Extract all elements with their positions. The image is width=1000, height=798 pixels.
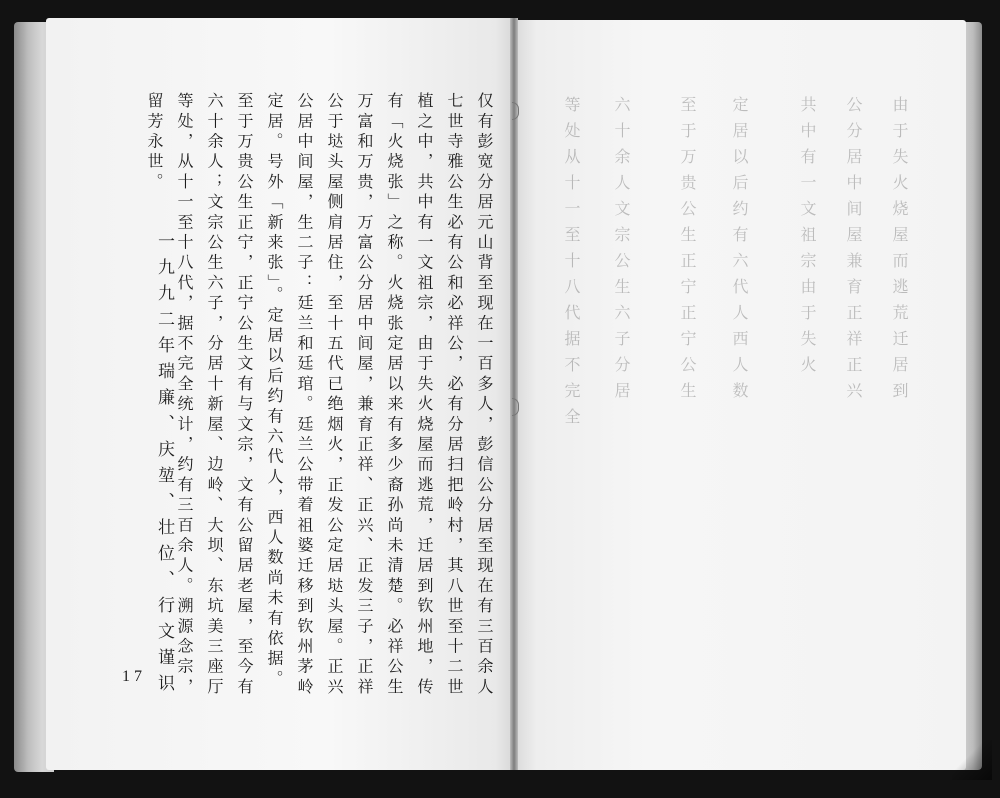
bleed-through-column: 等处从十一至十八代据不完全 xyxy=(562,96,581,434)
bleed-through-column: 共中有一文祖宗由于失火 xyxy=(798,96,817,382)
bleed-through-column: 六十余人文宗公生六子分居 xyxy=(612,96,631,408)
text-column-5: 万富和万贵，万富公分居中间屋，兼育正祥、正兴、正发三子，正祥 xyxy=(355,92,374,698)
text-column-8: 定居。号外「新来张」。定居以后约有六代人，西人数尚未有依据。 xyxy=(265,92,284,690)
text-column-7: 公居中间屋，生二子：廷兰和廷琯。廷兰公带着祖婆迁移到钦州茅岭 xyxy=(295,92,314,698)
text-column-6: 公于垯头屋侧肩居住，至十五代已绝烟火，正发公定居垯头屋。正兴 xyxy=(325,92,344,698)
text-column-4: 有「火烧张」之称。火烧张定居以来有多少裔孙尚未清楚。必祥公生 xyxy=(385,92,404,698)
book-gutter xyxy=(510,18,518,770)
bleed-through-column: 至于万贵公生正宁正宁公生 xyxy=(678,96,697,408)
text-column-3: 植之中，共中有一文祖宗，由于失火烧屋而逃荒，迁居到钦州地，传 xyxy=(415,92,434,698)
text-column-1: 仅有彭宽分居元山背至现在一百多人，彭信公分居至现在有三百余人 xyxy=(475,92,494,698)
page-corner-shadow xyxy=(952,740,992,780)
bleed-through-column: 公分居中间屋兼育正祥正兴 xyxy=(844,96,863,408)
text-column-12: 留芳永世。 xyxy=(145,92,164,193)
bleed-through-column: 定居以后约有六代人西人数 xyxy=(730,96,749,408)
text-column-11: 等处，从十一至十八代，据不完全统计，约有三百余人。溯源念宗， xyxy=(175,92,194,698)
text-column-10: 六十余人；文宗公生六子，分居十新屋、边岭、大坝、东坑美三座厅 xyxy=(205,92,224,698)
bleed-through-column: 由于失火烧屋而逃荒迁居到 xyxy=(890,96,909,408)
text-column-2: 七世寺雅公生必有公和必祥公，必有分居扫把岭村，其八世至十二世 xyxy=(445,92,464,698)
text-column-9: 至于万贵公生正宁，正宁公生文有与文宗，文有公留居老屋，至今有 xyxy=(235,92,254,698)
page-number: 17 xyxy=(122,668,146,685)
author-signature: 一九九二年瑞廉、庆堃、壮位、行文谨识 xyxy=(154,232,174,700)
